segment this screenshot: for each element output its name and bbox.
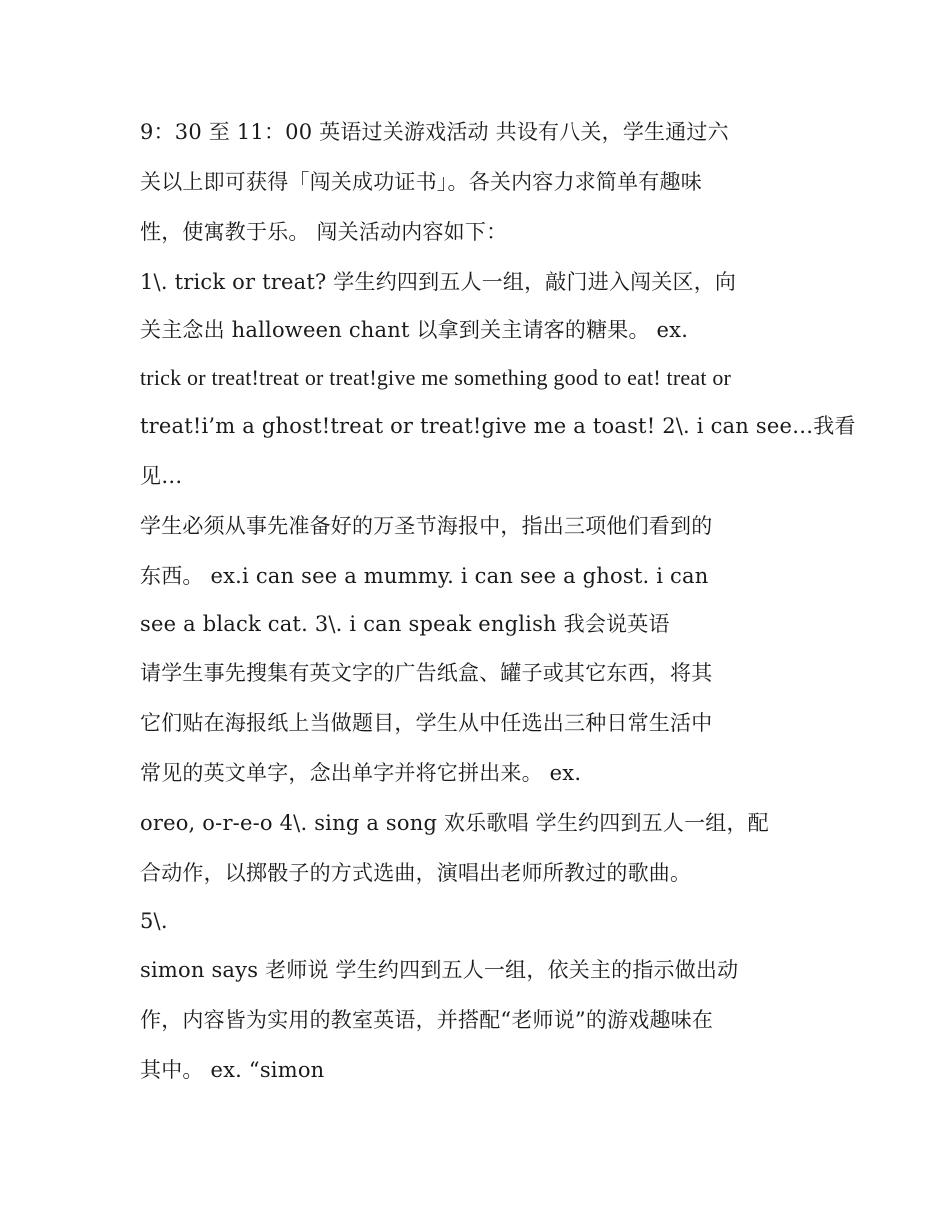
text-line: 作，内容皆为实用的教室英语，并搭配“老师说”的游戏趣味在	[140, 1008, 714, 1032]
text-line: 请学生事先搜集有英文字的广告纸盒、罐子或其它东西，将其	[140, 661, 713, 685]
text-line: treat!i’m a ghost!treat or treat!give me a toast! 2\. i can see…我看	[140, 414, 856, 438]
document-body	[140, 107, 856, 1095]
text-line: 其中。 ex. “simon	[140, 1058, 325, 1082]
text-line: see a black cat. 3\. i can speak english 我会说英语	[140, 612, 670, 636]
text-line: 5\.	[140, 909, 168, 933]
text-line: 9：30 至 11：00 英语过关游戏活动 共设有八关，学生通过六	[140, 120, 729, 144]
text-line: 性，使寓教于乐。 闯关活动内容如下：	[140, 220, 508, 244]
text-line: oreo, o-r-e-o 4\. sing a song 欢乐歌唱 学生约四到五人一组，配	[140, 811, 769, 835]
text-line: 关以上即可获得「闯关成功证书」。各关内容力求简单有趣味	[140, 170, 702, 194]
text-line: 合动作，以掷骰子的方式选曲，演唱出老师所教过的歌曲。	[140, 861, 692, 885]
text-line: 学生必须从事先准备好的万圣节海报中，指出三项他们看到的	[140, 514, 713, 538]
text-line: simon says 老师说 学生约四到五人一组，依关主的指示做出动	[140, 958, 739, 982]
text-line: 关主念出 halloween chant 以拿到关主请客的糖果。 ex.	[140, 318, 689, 342]
text-line: 常见的英文单字，念出单字并将它拼出来。 ex.	[140, 761, 582, 785]
text-line: 见…	[140, 464, 183, 488]
text-line: 东西。 ex.i can see a mummy. i can see a ghost. i can	[140, 564, 709, 588]
text-line: 1\. trick or treat? 学生约四到五人一组，敲门进入闯关区，向	[140, 270, 737, 294]
text-line: trick or treat!treat or treat!give me something good to eat! treat or	[140, 365, 732, 390]
text-line: 它们贴在海报纸上当做题目，学生从中任选出三种日常生活中	[140, 711, 713, 735]
